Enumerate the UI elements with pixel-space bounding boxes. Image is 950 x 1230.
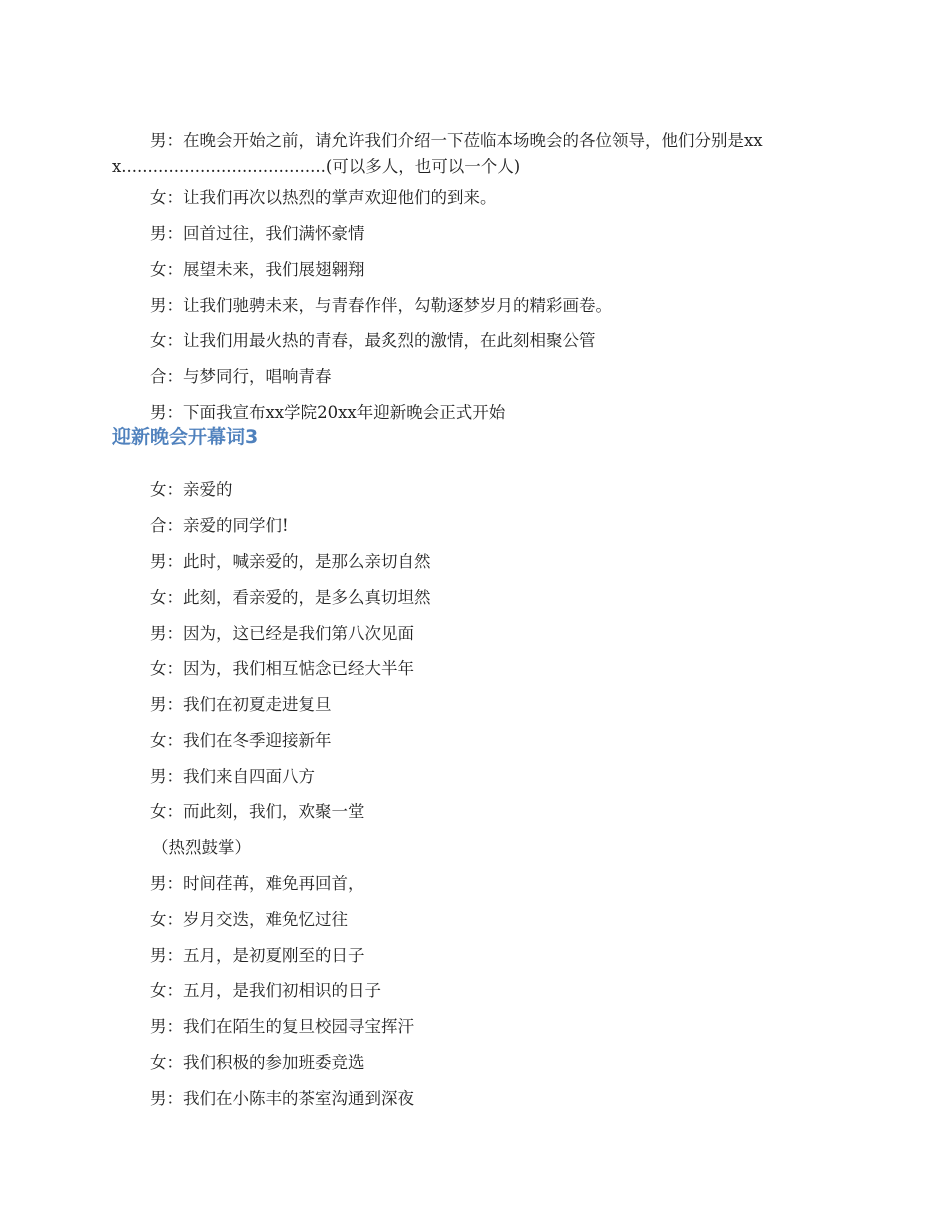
paragraph: 合：与梦同行，唱响青春	[150, 366, 332, 386]
paragraph: 女：展望未来，我们展翅翱翔	[150, 259, 365, 279]
paragraph: 女：我们积极的参加班委竞选	[150, 1052, 365, 1072]
paragraph: 女：此刻，看亲爱的，是多么真切坦然	[150, 587, 431, 607]
paragraph: 男：我们在小陈丰的茶室沟通到深夜	[150, 1088, 414, 1108]
paragraph: 男：我们在初夏走进复旦	[150, 694, 332, 714]
paragraph: 男：五月，是初夏刚至的日子	[150, 945, 365, 965]
paragraph: 男：让我们驰骋未来，与青春作伴，勾勒逐梦岁月的精彩画卷。	[150, 295, 612, 315]
paragraph: 女：我们在冬季迎接新年	[150, 730, 332, 750]
paragraph: 女：因为，我们相互惦念已经大半年	[150, 658, 414, 678]
paragraph: 合：亲爱的同学们!	[150, 515, 289, 535]
paragraph: 男：我们在陌生的复旦校园寻宝挥汗	[150, 1016, 414, 1036]
stage-direction: （热烈鼓掌）	[152, 837, 251, 857]
paragraph: 男：我们来自四面八方	[150, 766, 315, 786]
paragraph: 女：岁月交迭，难免忆过往	[150, 909, 348, 929]
paragraph: 女：让我们用最火热的青春，最炙烈的激情，在此刻相聚公管	[150, 330, 596, 350]
paragraph: 女：亲爱的	[150, 479, 233, 499]
paragraph: 男：时间荏苒，难免再回首，	[150, 873, 365, 893]
paragraph: 女：五月，是我们初相识的日子	[150, 980, 381, 1000]
paragraph: 男：下面我宣布xx学院20xx年迎新晚会正式开始	[150, 402, 506, 422]
paragraph: 男：因为，这已经是我们第八次见面	[150, 623, 414, 643]
paragraph: 女：而此刻，我们，欢聚一堂	[150, 801, 365, 821]
paragraph: 男：此时，喊亲爱的，是那么亲切自然	[150, 551, 431, 571]
paragraph: 男：回首过往，我们满怀豪情	[150, 223, 365, 243]
paragraph: 女：让我们再次以热烈的掌声欢迎他们的到来。	[150, 187, 497, 207]
section-heading: 迎新晚会开幕词3	[112, 426, 259, 448]
paragraph: 男：在晚会开始之前，请允许我们介绍一下莅临本场晚会的各位领导，他们分别是xxx.......................................(可以多人，也可以一个人)	[112, 130, 763, 176]
